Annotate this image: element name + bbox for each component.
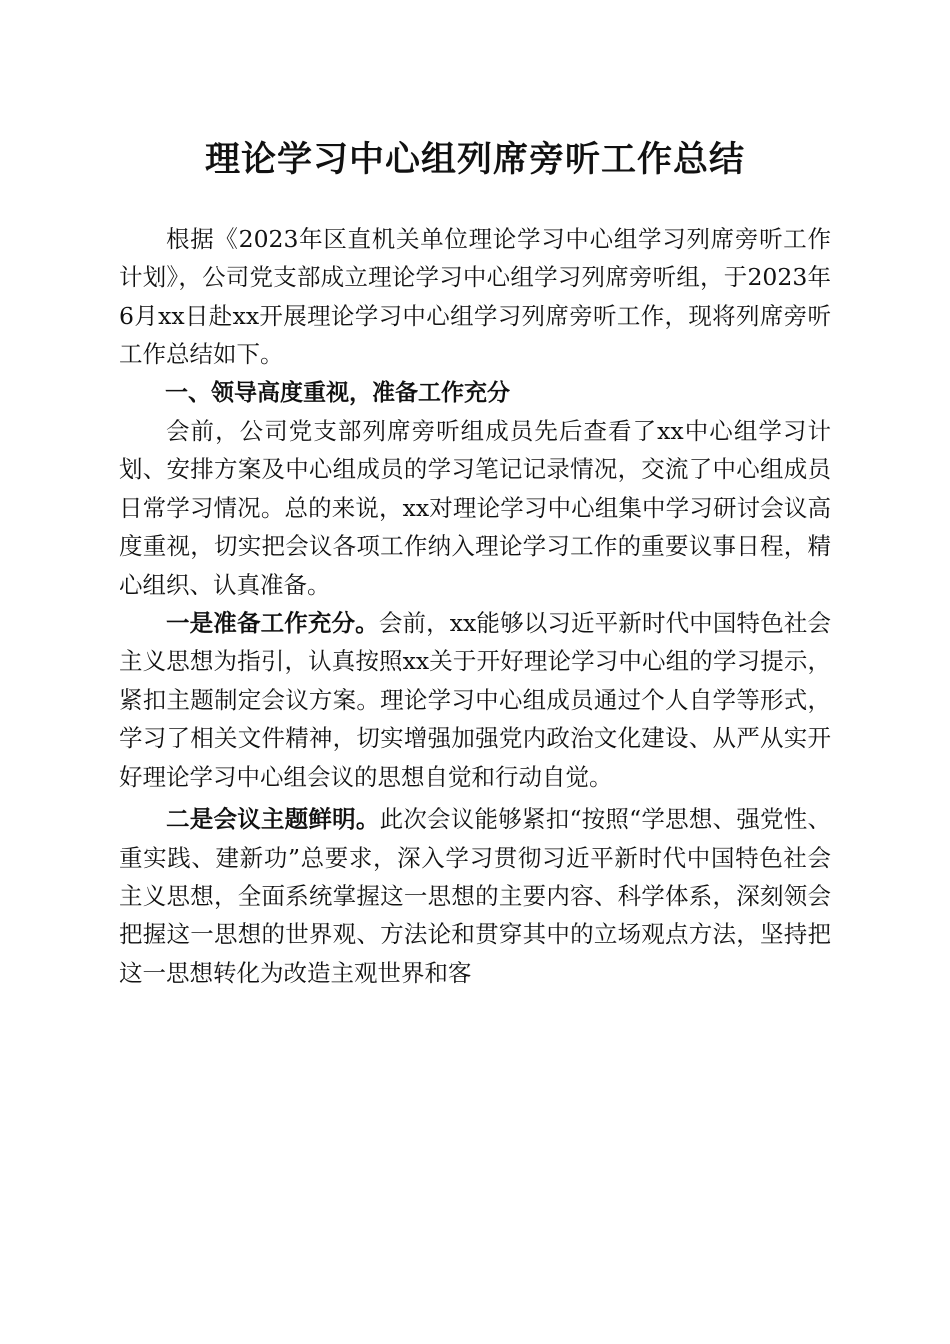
point-2-text: 此次会议能够紧扣“按照“学思想、强党性、重实践、建新功”总要求，深入学习贯彻习近平新时代中国特色社会主义思想，全面系统掌握这一思想的主要内容、科学体系，深刻领会把握这一思想的世界观、方法论和贯穿其中的立场观点方法，坚持把这一思想转化为改造主观世界和客 [119,805,832,987]
document-title: 理论学习中心组列席旁听工作总结 [204,139,745,180]
point-1-paragraph [119,604,831,796]
section-heading-1: 一、领导高度重视，准备工作充分 [165,379,510,406]
point-2-lead: 二是会议主题鲜明。 [166,805,380,834]
intro-paragraph: 根据《2023年区直机关单位理论学习中心组学习列席旁听工作计划》，公司党支部成立理论学习中心组学习列席旁听组，于2023年6月xx日赴xx开展理论学习中心组学习列席旁听工作，现将列席旁听工作总结如下。 [119,225,831,369]
point-1-lead: 一是准备工作充分。 [166,609,379,638]
document-body [119,220,831,992]
section-1-paragraph: 会前，公司党支部列席旁听组成员先后查看了xx中心组学习计划、安排方案及中心组成员的学习笔记记录情况，交流了中心组成员日常学习情况。总的来说，xx对理论学习中心组集中学习研讨会议高度重视，切实把会议各项工作纳入理论学习工作的重要议事日程，精心组织、认真准备。 [119,417,831,599]
point-1-text: 会前，xx能够以习近平新时代中国特色社会主义思想为指引，认真按照xx关于开好理论学习中心组的学习提示，紧扣主题制定会议方案。理论学习中心组成员通过个人自学等形式，学习了相关文件精神，切实增强加强党内政治文化建设、从严从实开好理论学习中心组会议的思想自觉和行动自觉。 [119,609,831,791]
point-2-paragraph [119,800,831,992]
